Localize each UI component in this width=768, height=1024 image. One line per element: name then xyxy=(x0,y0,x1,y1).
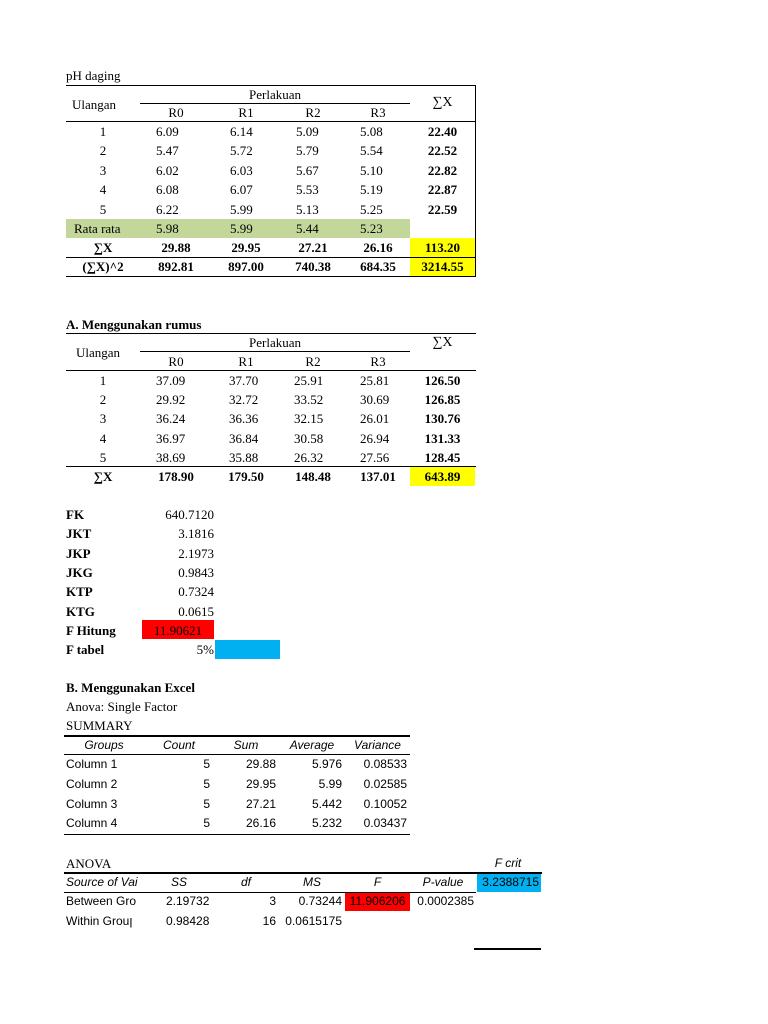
table2-col-r3: R3 xyxy=(370,354,386,369)
anova-header: P-value xyxy=(422,875,464,889)
summary-label: SUMMARY xyxy=(66,718,133,733)
stat-label: KTG xyxy=(66,603,95,619)
anova-bottom-border xyxy=(474,948,541,950)
stat-value: 640.7120 xyxy=(165,507,214,522)
table2-row-sum: 131.33 xyxy=(424,430,461,446)
table1-row-label: 5 xyxy=(99,201,107,217)
table1-sum-cell: 27.21 xyxy=(298,240,328,255)
anova-cell: 0.0615175 xyxy=(285,914,342,928)
table1-cell: 5.10 xyxy=(360,162,383,178)
table1-right-border xyxy=(475,85,476,276)
table1-cell: 5.79 xyxy=(296,143,319,159)
anova-label: ANOVA xyxy=(66,856,112,871)
table1-row-label: 4 xyxy=(99,182,107,198)
table1-cell: 6.14 xyxy=(230,124,253,139)
table1-sq-label: (∑X)^2 xyxy=(82,259,124,274)
anova-source: Between Gro xyxy=(66,894,137,908)
table2-header-perlakuan: Perlakuan xyxy=(249,335,301,350)
summary-cell: 0.08533 xyxy=(363,757,407,771)
anova-header: MS xyxy=(303,875,321,889)
table1-cell: 5.19 xyxy=(360,182,383,198)
table2-sum-cell: 148.48 xyxy=(295,469,331,484)
table1-row-label: 2 xyxy=(99,143,107,159)
table2-cell: 26.94 xyxy=(360,430,390,446)
table1-cell: 6.03 xyxy=(230,162,253,178)
anova-header: df xyxy=(240,875,251,889)
anova-cell: 0.0002385 xyxy=(417,894,474,908)
table2-cell: 30.69 xyxy=(360,392,390,408)
table2-sum-cell: 137.01 xyxy=(360,469,396,484)
table2-row-label: 5 xyxy=(99,449,107,465)
table1-title: pH daging xyxy=(66,68,121,83)
table2-col-r2: R2 xyxy=(305,354,321,369)
table1-cell: 5.09 xyxy=(296,124,319,139)
table2-cell: 36.84 xyxy=(229,430,259,446)
stat-value: 11.90621 xyxy=(153,622,203,638)
table2-cell: 32.15 xyxy=(294,411,324,427)
summary-cell: 5 xyxy=(203,757,210,771)
table1-cell: 5.99 xyxy=(230,201,253,217)
summary-group: Column 2 xyxy=(66,776,118,791)
table2-sum-cell: 178.90 xyxy=(158,469,194,484)
table2-cell: 36.97 xyxy=(156,430,186,446)
summary-header-average: Average xyxy=(289,738,335,752)
table2-cell: 38.69 xyxy=(156,449,186,465)
table2-cell: 37.70 xyxy=(229,373,259,388)
summary-header-groups: Groups xyxy=(84,738,124,752)
stat-label: F Hitung xyxy=(66,622,116,638)
table1-sum-cell: 29.95 xyxy=(231,240,261,255)
summary-header-variance: Variance xyxy=(354,738,401,752)
table1-sum-cell: 29.88 xyxy=(161,240,191,255)
summary-cell: 0.03437 xyxy=(363,816,407,831)
table1-row-sum: 22.82 xyxy=(427,162,458,178)
table2-cell: 25.91 xyxy=(294,373,324,388)
stat-value: 0.0615 xyxy=(178,603,214,619)
table1-col-r3: R3 xyxy=(370,105,386,120)
anova-header: F xyxy=(373,875,382,889)
table2-cell: 26.01 xyxy=(360,411,390,427)
anova-header: SS xyxy=(170,875,187,889)
summary-cell: 5 xyxy=(203,796,210,811)
table1-cell: 6.08 xyxy=(156,182,179,198)
summary-bottom-border xyxy=(64,834,410,835)
table2-cell: 29.92 xyxy=(156,392,186,408)
table1-row-label: 1 xyxy=(99,124,107,139)
table1-header-perlakuan: Perlakuan xyxy=(249,87,301,102)
summary-cell: 27.21 xyxy=(245,796,276,811)
table2-cell: 26.32 xyxy=(294,449,324,465)
stat-label: JKP xyxy=(66,545,91,561)
summary-cell: 5.976 xyxy=(311,757,342,771)
table1-sum-label: ∑X xyxy=(93,240,113,255)
summary-cell: 26.16 xyxy=(245,816,276,831)
table1-header-ulangan: Ulangan xyxy=(72,97,117,112)
stat-value: 0.7324 xyxy=(178,584,214,600)
table2-cell: 25.81 xyxy=(360,373,390,388)
table1-mean-cell: 5.99 xyxy=(230,221,253,236)
table2-cell: 27.56 xyxy=(360,449,390,465)
table1-col-r0: R0 xyxy=(168,105,184,120)
anova-cell: 11.906206 xyxy=(349,894,406,908)
table1-sum-cell: 26.16 xyxy=(363,240,393,255)
table1-cell: 5.72 xyxy=(230,143,253,159)
table2-row-label: 2 xyxy=(99,392,107,408)
anova-cell: 0.73244 xyxy=(298,894,342,908)
table1-mean-cell: 5.23 xyxy=(360,221,383,236)
table2-sum-total: 643.89 xyxy=(424,469,461,484)
fcrit-label: F crit xyxy=(494,856,522,870)
table1-cell: 5.08 xyxy=(360,124,383,139)
table1-row-sum: 22.87 xyxy=(427,182,458,198)
table2-col-r1: R1 xyxy=(238,354,254,369)
summary-header-count: Count xyxy=(162,738,196,752)
anova-source: Within Grouן xyxy=(66,914,133,928)
fcrit-value: 3.2388715 xyxy=(482,875,539,889)
table1-sq-cell: 684.35 xyxy=(360,259,396,274)
summary-group: Column 1 xyxy=(66,757,118,771)
anova-header: Source of Vai xyxy=(66,875,138,889)
table1-row-sum: 22.40 xyxy=(427,124,458,139)
table2-row-label: 3 xyxy=(99,411,107,427)
table1-cell: 6.22 xyxy=(156,201,179,217)
table2-sum-cell: 179.50 xyxy=(228,469,264,484)
table1-sq-total: 3214.55 xyxy=(421,259,464,274)
table1-mean-label: Rata rata xyxy=(74,221,121,236)
table1-cell: 5.47 xyxy=(156,143,179,159)
table2-row-sum: 126.85 xyxy=(424,392,461,408)
table1-cell: 6.07 xyxy=(230,182,253,198)
excel-subtitle: Anova: Single Factor xyxy=(66,699,178,714)
table2-cell: 33.52 xyxy=(294,392,324,408)
table1-col-r1: R1 xyxy=(238,105,254,120)
table2-title: A. Menggunakan rumus xyxy=(66,317,202,332)
stat-label: JKT xyxy=(66,526,92,542)
summary-header-sum: Sum xyxy=(233,738,259,752)
summary-cell: 5.442 xyxy=(311,796,342,811)
summary-cell: 5.232 xyxy=(311,816,342,831)
table2-sum-label: ∑X xyxy=(93,469,113,484)
table2-cell: 35.88 xyxy=(229,449,259,465)
anova-cell: 2.19732 xyxy=(166,894,210,908)
table1-mean-cell: 5.98 xyxy=(156,221,179,236)
table2-cell: 36.36 xyxy=(229,411,259,427)
summary-cell: 0.10052 xyxy=(363,796,407,811)
table2-header-ulangan: Ulangan xyxy=(76,345,121,360)
table1-cell: 5.25 xyxy=(360,201,383,217)
table2-cell: 37.09 xyxy=(156,373,186,388)
table1-cell: 6.09 xyxy=(156,124,179,139)
table2-row-sum: 130.76 xyxy=(424,411,461,427)
summary-cell: 5 xyxy=(203,776,210,791)
table1-mean-cell: 5.44 xyxy=(296,221,319,236)
table1-sq-cell: 740.38 xyxy=(295,259,331,274)
table1-cell: 5.13 xyxy=(296,201,319,217)
table1-row-sum: 22.52 xyxy=(427,143,458,159)
table1-bottom-border xyxy=(66,276,476,277)
summary-cell: 5.99 xyxy=(318,776,342,791)
table2-cell: 30.58 xyxy=(294,430,324,446)
summary-cell: 29.88 xyxy=(245,757,276,771)
table1-sq-cell: 897.00 xyxy=(228,259,264,274)
table1-header-sum: ∑X xyxy=(432,95,453,110)
anova-cell: 3 xyxy=(269,894,276,908)
excel-title: B. Menggunakan Excel xyxy=(66,680,195,695)
summary-group: Column 3 xyxy=(66,796,118,811)
summary-group: Column 4 xyxy=(66,816,118,831)
stat-value: 5% xyxy=(196,642,214,658)
table2-cell: 36.24 xyxy=(156,411,186,427)
stat-label: F tabel xyxy=(66,642,105,658)
anova-cell: 16 xyxy=(262,914,276,928)
summary-cell: 0.02585 xyxy=(363,776,407,791)
table1-row-label: 3 xyxy=(99,162,107,178)
table1-cell: 5.53 xyxy=(296,182,319,198)
table1-col-r2: R2 xyxy=(305,105,321,120)
table1-cell: 6.02 xyxy=(156,162,179,178)
stat-value: 2.1973 xyxy=(178,545,214,561)
stat-label: JKG xyxy=(66,564,93,580)
table2-header-sum: ∑X xyxy=(432,335,453,350)
f-tabel-cell[interactable] xyxy=(215,640,280,659)
table2-col-r0: R0 xyxy=(168,354,184,369)
table2-row-sum: 126.50 xyxy=(424,373,461,388)
summary-cell: 5 xyxy=(203,816,210,831)
table2-row-label: 1 xyxy=(99,373,107,388)
table2-row-sum: 128.45 xyxy=(424,449,461,465)
stat-value: 0.9843 xyxy=(178,564,214,580)
table1-sq-cell: 892.81 xyxy=(158,259,194,274)
stat-value: 3.1816 xyxy=(178,526,214,542)
table1-cell: 5.54 xyxy=(360,143,383,159)
table1-row-sum: 22.59 xyxy=(427,201,458,217)
anova-cell: 0.98428 xyxy=(166,914,210,928)
table1-sum-total: 113.20 xyxy=(424,240,461,255)
summary-cell: 29.95 xyxy=(245,776,276,791)
table1-cell: 5.67 xyxy=(296,162,319,178)
stat-label: KTP xyxy=(66,584,93,600)
stat-label: FK xyxy=(66,507,85,522)
table2-cell: 32.72 xyxy=(229,392,259,408)
table2-row-label: 4 xyxy=(99,430,107,446)
